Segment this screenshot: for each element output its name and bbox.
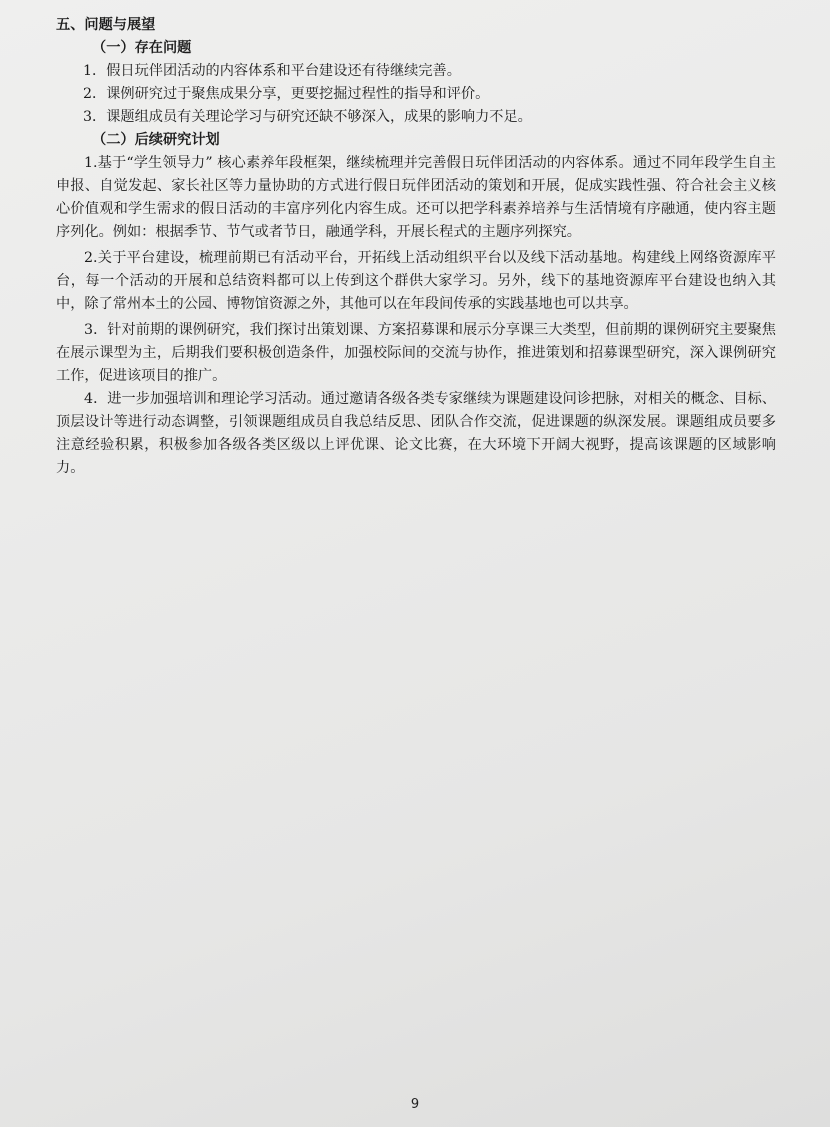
- problems-heading: （一）存在问题: [92, 40, 192, 56]
- plan-heading: （二）后续研究计划: [92, 132, 220, 148]
- plan-paragraph: 2.关于平台建设，梳理前期已有活动平台，开拓线上活动组织平台以及线下活动基地。构建线上网络资源库平台，每一个活动的开展和总结资料都可以上传到这个群供大家学习。另外，线下的基地资源库平台建设也纳入其中，除了常州本土的公园、博物馆资源之外，其他可以在年段间传承的实践基地也可以共享。: [56, 250, 776, 312]
- problem-item: 2．课例研究过于聚焦成果分享，更要挖掘过程性的指导和评价。: [83, 86, 490, 102]
- page-number: 9: [410, 1097, 420, 1112]
- plan-paragraph: 3．针对前期的课例研究，我们探讨出策划课、方案招募课和展示分享课三大类型，但前期的课例研究主要聚焦在展示课型为主，后期我们要积极创造条件，加强校际间的交流与协作，推进策划和招募课型研究，深入课例研究工作，促进该项目的推广。: [56, 322, 776, 384]
- plan-paragraph: 4．进一步加强培训和理论学习活动。通过邀请各级各类专家继续为课题建设问诊把脉，对相关的概念、目标、顶层设计等进行动态调整，引领课题组成员自我总结反思、团队合作交流，促进课题的纵深发展。课题组成员要多注意经验积累，积极参加各级各类区级以上评优课、论文比赛，在大环境下开阔大视野，提高该课题的区域影响力。: [56, 391, 776, 476]
- problem-item: 3．课题组成员有关理论学习与研究还缺不够深入，成果的影响力不足。: [83, 109, 532, 125]
- plan-paragraph: 1.基于“学生领导力” 核心素养年段框架，继续梳理并完善假日玩伴团活动的内容体系。通过不同年段学生自主申报、自觉发起、家长社区等力量协助的方式进行假日玩伴团活动的策划和开展，促成实践性强、符合社会主义核心价值观和学生需求的假日活动的丰富序列化内容生成。还可以把学科素养培养与生活情境有序融通，使内容主题序列化。例如：根据季节、节气或者节日，融通学科，开展长程式的主题序列探究。: [56, 155, 776, 240]
- document-content: [56, 14, 776, 480]
- problem-item: 1．假日玩伴团活动的内容体系和平台建设还有待继续完善。: [83, 63, 461, 79]
- section-title: 五、问题与展望: [56, 17, 156, 33]
